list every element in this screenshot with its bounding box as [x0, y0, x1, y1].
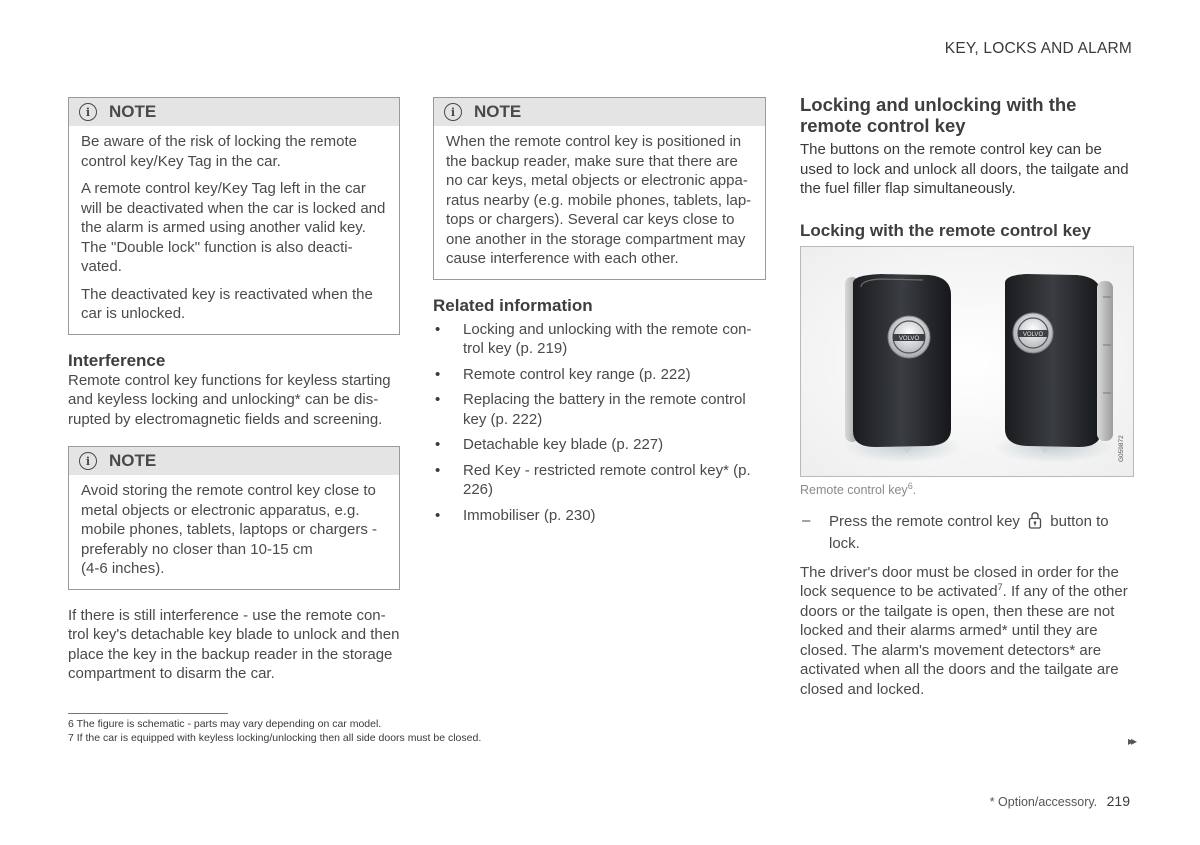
info-icon: i [79, 452, 97, 470]
locking-subheading: Locking with the remote control key [800, 220, 1091, 240]
related-link[interactable]: • Remote control key range (p. 222) [433, 365, 766, 385]
figure-code: G059872 [1118, 434, 1125, 462]
info-icon: i [79, 103, 97, 121]
body-text: The driver's door must be closed in order for the lock sequence to be activated [800, 563, 1119, 600]
interference-text: Remote control key functions for keyless starting and keyless locking and unlocking* can be dis-rupted by electromagnetic fields and screening. [68, 371, 391, 428]
note-paragraph: When the remote control key is positioned in the backup reader, make sure that there are no car keys, metal objects or electronic appa-ratus nearby (e.g. mobile phones, tablets, lap-tops or chargers). Several car keys close to one another in the storage compartment may cause interference with each other. [446, 133, 752, 267]
step-dash: – [802, 511, 811, 529]
note-body [434, 126, 765, 279]
related-link[interactable]: • Immobiliser (p. 230) [433, 506, 766, 526]
lock-step [800, 511, 1134, 554]
footnote-number: 7 [68, 732, 74, 744]
note-paragraph: Be aware of the risk of locking the remote control key/Key Tag in the car. [81, 133, 357, 170]
related-link[interactable]: • Red Key - restricted remote control key* (p. 226) [433, 461, 766, 500]
note-text: Avoid storing the remote control key close to metal objects or electronic apparatus, e.g. mobile phones, tablets, laptops or chargers - preferably no closer than 10-15 cm [81, 482, 377, 558]
related-info-heading: Related information [433, 295, 593, 315]
related-info-list [433, 320, 766, 526]
note-paragraph: The deactivated key is reactivated when the car is unlocked. [81, 285, 373, 322]
column-right [800, 94, 1134, 699]
page-number: 219 [1106, 793, 1130, 809]
related-link[interactable]: • Detachable key blade (p. 227) [433, 435, 766, 455]
note-text-units: (4-6 inches). [81, 560, 165, 577]
key-logo-text: VOLVO [898, 335, 920, 342]
note-title: NOTE [109, 451, 157, 470]
note-paragraph: A remote control key/Key Tag left in the car will be deactivated when the car is locked and the alarm is armed using another valid key. The "Double lock" function is also deacti-vated. [81, 180, 386, 275]
continue-arrows-icon: ▸▸ [1127, 734, 1134, 748]
note-box-backup-reader [433, 97, 766, 280]
key-figure [800, 246, 1134, 477]
footnote-ref: 6 [907, 480, 913, 491]
section-title: Locking and unlocking with the remote control key [800, 94, 1077, 136]
key-logo-text: VOLVO [1022, 331, 1044, 338]
section-header: KEY, LOCKS AND ALARM [944, 40, 1132, 57]
body-text: . If any of the other doors or the tailgate is open, then these are not locked and their alarms armed* until they are closed. The alarm's movement detectors* are activated when all the doors and the tailgate are closed and locked. [800, 583, 1128, 698]
lock-sequence-text [800, 563, 1134, 700]
footnote [68, 731, 481, 745]
figure-caption: Remote control key$^6$. [800, 480, 917, 497]
footnote-number: 6 [68, 718, 74, 730]
note-header [434, 98, 765, 126]
note-body [69, 126, 399, 334]
interference-closing-text: If there is still interference - use the remote con-trol key's detachable key blade to unlock and then place the key in the backup reader in the storage compartment to disarm the car. [68, 606, 400, 682]
note-title: NOTE [474, 102, 522, 121]
footnotes [68, 717, 481, 745]
padlock-icon [1028, 511, 1042, 535]
step-text-after: button to lock. [829, 512, 1109, 552]
note-title: NOTE [109, 102, 157, 121]
interference-heading: Interference [68, 350, 166, 370]
note-header [69, 98, 399, 126]
figure-caption-text: Remote control key [800, 482, 908, 497]
note-paragraph [81, 481, 387, 579]
footnote-text: If the car is equipped with keyless locking/unlocking then all side doors must be closed. [76, 732, 482, 744]
footnote-text: The figure is schematic - parts may vary depending on car model. [76, 718, 382, 730]
related-link[interactable]: • Replacing the battery in the remote control key (p. 222) [433, 390, 766, 429]
footnote-ref: 7 [997, 582, 1003, 592]
step-text-before: Press the remote control key [829, 512, 1020, 530]
remote-key-illustration [801, 247, 1133, 476]
note-box-key-lock-risk [68, 97, 400, 335]
note-header [69, 447, 399, 475]
column-left [68, 97, 400, 684]
column-middle [433, 97, 766, 531]
info-icon: i [444, 103, 462, 121]
intro-text: The buttons on the remote control key can be used to lock and unlock all doors, the tailgate and the fuel filler flap simultaneously. [800, 141, 1129, 197]
footnote [68, 717, 481, 731]
option-accessory-note: * Option/accessory. [989, 795, 1098, 809]
related-link[interactable]: • Locking and unlocking with the remote con-trol key (p. 219) [433, 320, 766, 359]
note-body [69, 475, 399, 589]
note-box-storage [68, 446, 400, 590]
page-footer [990, 793, 1130, 809]
footnote-divider [68, 713, 228, 714]
